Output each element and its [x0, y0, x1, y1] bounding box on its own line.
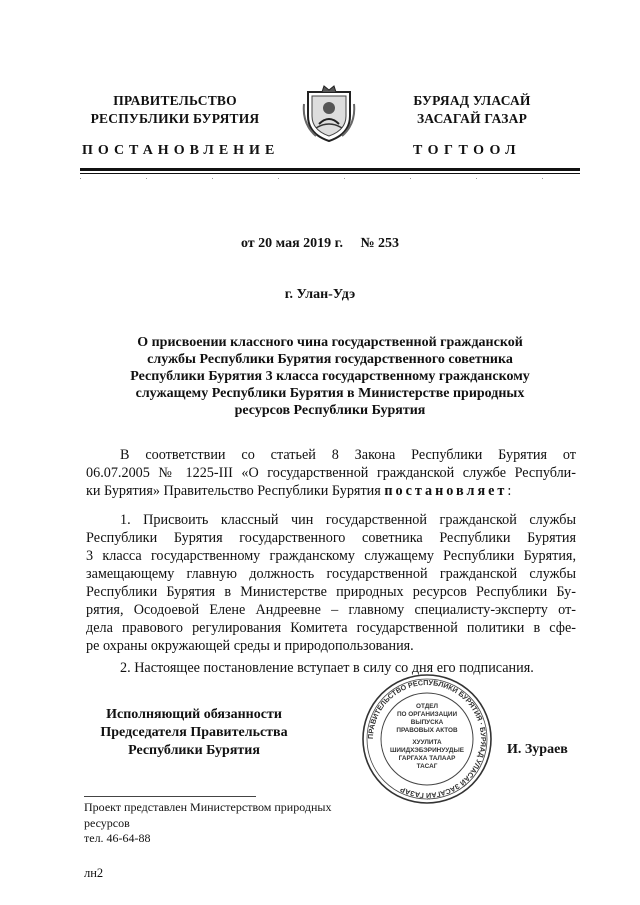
- stamp-text: ШИИДХЭБЭРИНУУДЫЕ: [390, 747, 464, 754]
- title-line: О присвоении классного чина государственной гражданской: [137, 335, 523, 350]
- official-stamp: [360, 672, 494, 806]
- signatory-title: [84, 706, 304, 760]
- stamp-ring-text: ПРАВИТЕЛЬСТВО РЕСПУБЛИКИ БУРЯТИЯ · БУРЯАД УЛАСАЙ ЗАСАГАЙ ГАЗАР: [365, 677, 489, 801]
- stamp-text: ПРАВОВЫХ АКТОВ: [396, 727, 458, 734]
- stamp-text: ПО ОРГАНИЗАЦИИ: [396, 711, 458, 718]
- stamp-text: ВЫПУСКА: [410, 719, 444, 726]
- header-left-line1: ПРАВИТЕЛЬСТВО: [113, 93, 237, 108]
- header-right-government: [372, 92, 572, 128]
- header-dotted-line: [80, 178, 580, 179]
- intro-paragraph: [86, 446, 576, 500]
- decree-city: г. Улан-Удэ: [284, 287, 356, 302]
- signatory-name: И. Зураев: [507, 742, 568, 757]
- footnote-line: ресурсов: [84, 815, 130, 830]
- item-1-line: дела правового регулирования Комитета государственной политики в сфе-: [86, 620, 576, 636]
- title-line: ресурсов Республики Бурятия: [234, 403, 426, 418]
- item-1-line: рятия, Осодоевой Елене Андреевне – главному специалисту-эксперту от-: [86, 602, 576, 618]
- decree-number: № 253: [360, 236, 400, 251]
- item-2-line: 2. Настоящее постановление вступает в силу со дня его подписания.: [120, 660, 534, 676]
- item-1-line: 3 класса государственному гражданскому служащему Республики Бурятия,: [86, 548, 576, 564]
- item-1-line: 1. Присвоить классный чин государственной гражданской службы: [120, 512, 576, 528]
- decree-title-ru: ПОСТАНОВЛЕНИЕ: [82, 143, 280, 158]
- header-left-government: [60, 92, 290, 128]
- header-rule-thick: [80, 168, 580, 171]
- header-right-line1: БУРЯАД УЛАСАЙ: [413, 93, 531, 108]
- signatory-line: Председателя Правительства: [100, 725, 288, 740]
- decree-title: [100, 334, 560, 419]
- coat-of-arms-icon: [302, 84, 356, 144]
- document-code: лн2: [84, 866, 104, 880]
- item-1-line: замещающему главную должность государственной гражданской службы: [86, 566, 576, 582]
- footnote-line: Проект представлен Министерством природных: [84, 800, 332, 814]
- item-1-line: Республики Бурятия в Министерстве природных ресурсов Республики Бу-: [86, 584, 576, 600]
- header-left-line2: РЕСПУБЛИКИ БУРЯТИЯ: [90, 111, 260, 126]
- intro-line: 06.07.2005 № 1225-III «О государственной гражданской службе Республи-: [86, 465, 576, 481]
- decree-date: от 20 мая 2019 г.: [240, 236, 343, 251]
- footnote-line: тел. 46-64-88: [84, 831, 151, 845]
- item-1-paragraph: [86, 511, 576, 655]
- decree-title-bua: ТОГТООЛ: [413, 143, 522, 158]
- footnote-rule: [84, 796, 256, 797]
- stamp-text: ОТДЕЛ: [415, 703, 439, 710]
- title-line: службы Республики Бурятия государственного советника: [147, 352, 513, 367]
- stamp-text: ГАРГАХА ТАЛААР: [398, 755, 456, 762]
- intro-line-final: [86, 482, 576, 500]
- stamp-text: ТАСАГ: [416, 763, 438, 770]
- decree-date-number: [0, 236, 640, 252]
- header-rule-thin: [80, 173, 580, 174]
- header-right-line2: ЗАСАГАЙ ГАЗАР: [416, 111, 528, 126]
- footnote: [84, 800, 374, 847]
- intro-line-suffix: :: [507, 483, 512, 499]
- intro-line: В соответствии со статьей 8 Закона Республики Бурятия от: [120, 447, 576, 463]
- intro-line-prefix: ки Бурятия» Правительство Республики Бурятия: [86, 483, 385, 499]
- stamp-text: ХУУЛИТА: [412, 739, 442, 746]
- signatory-line: Республики Бурятия: [128, 743, 260, 758]
- item-2-paragraph: [86, 659, 576, 677]
- item-1-line: Республики Бурятия государственного советника Республики Бурятия: [86, 530, 576, 546]
- title-line: служащему Республики Бурятия в Министерстве природных: [135, 386, 525, 401]
- title-line: Республики Бурятия 3 класса государственному гражданскому: [130, 369, 530, 384]
- intro-resolves-word: постановляет: [384, 483, 508, 499]
- item-1-line: ре охраны окружающей среды и природопользования.: [86, 638, 414, 654]
- signatory-line: Исполняющий обязанности: [106, 707, 282, 722]
